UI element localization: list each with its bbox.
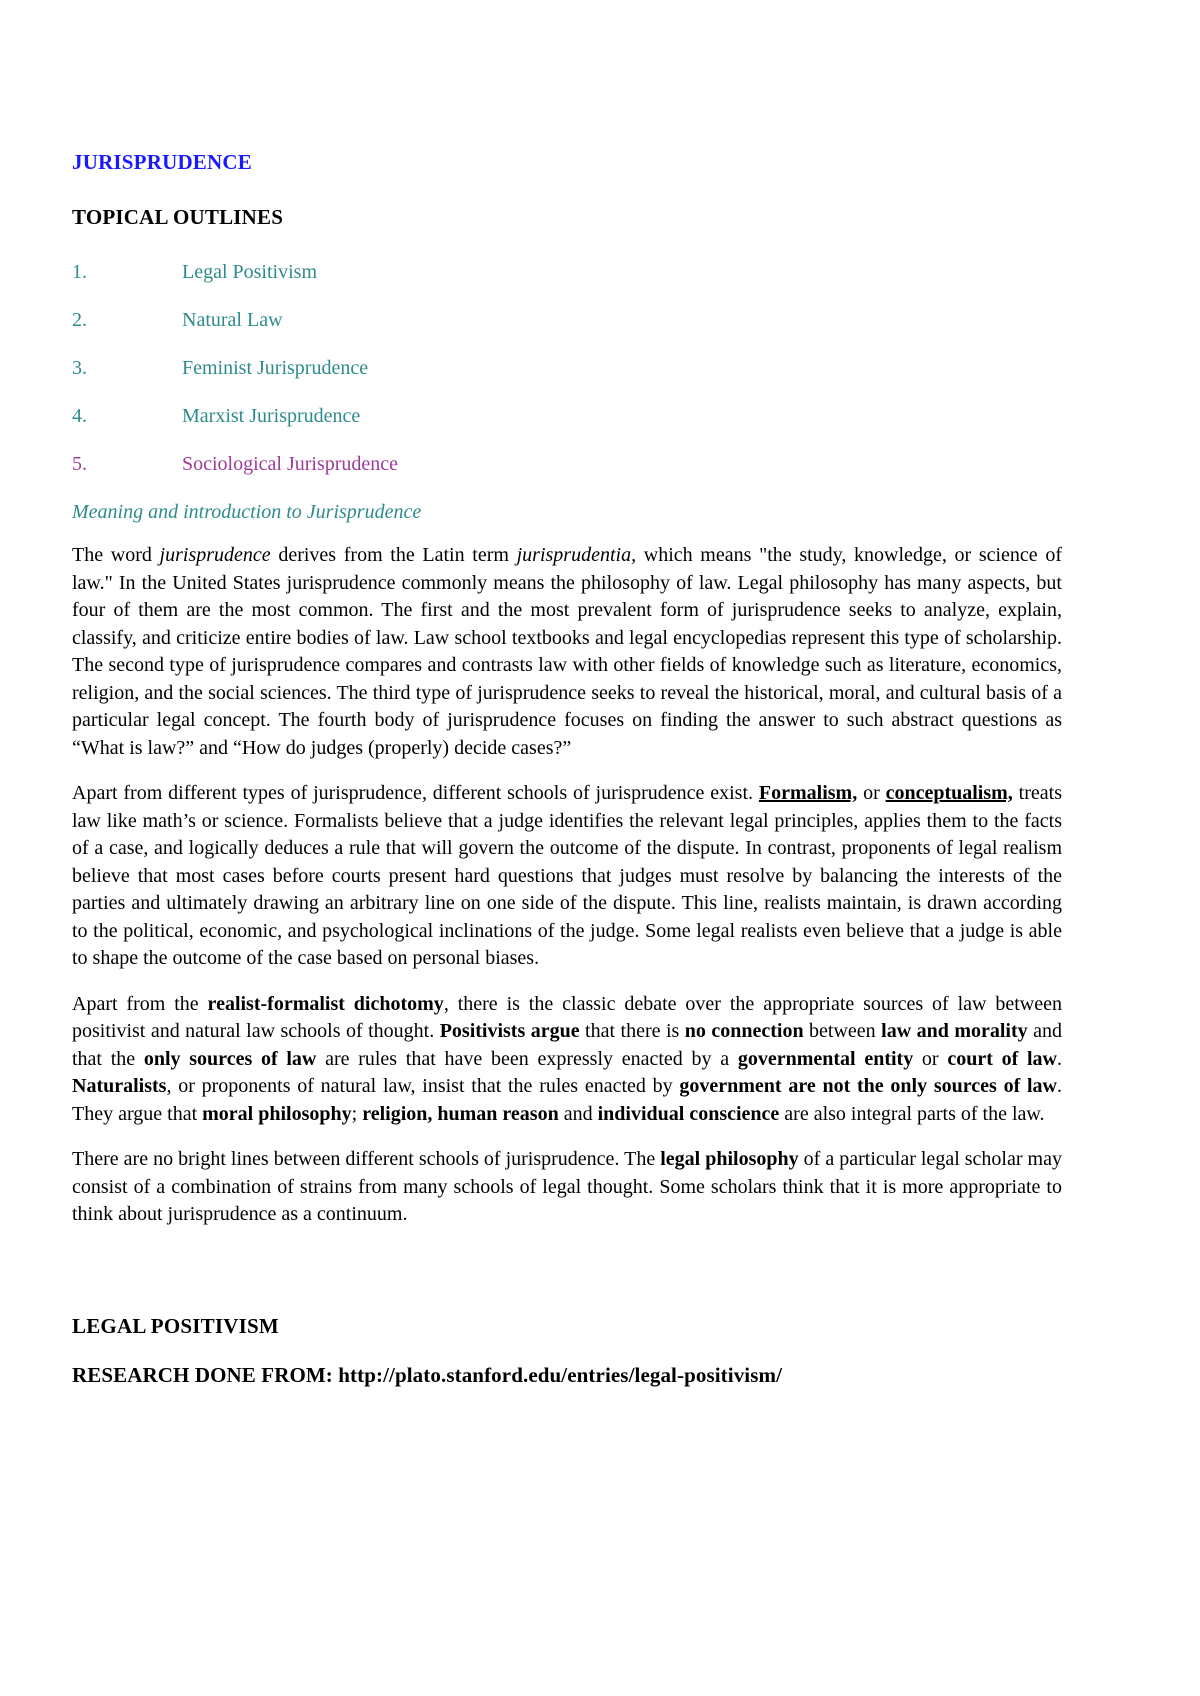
text-run: , there is the classic debate over the appropriate sources of law between positivist and natural law schools of thought.	[72, 992, 1062, 1042]
outline-number: 5.	[72, 453, 87, 475]
text-run: The word	[72, 544, 160, 566]
conceptualism-term: conceptualism,	[885, 782, 1013, 804]
bold-term: individual conscience	[597, 1102, 780, 1125]
text-run: between	[803, 1020, 882, 1042]
text-run: , or proponents of natural law, insist that the rules enacted by	[166, 1075, 680, 1097]
bold-term: law and morality	[881, 1020, 1028, 1042]
text-run: or	[913, 1047, 948, 1070]
text-run: derives from the Latin term	[270, 544, 517, 566]
topical-outlines-heading: TOPICAL OUTLINES	[72, 205, 284, 229]
outline-number: 1.	[72, 261, 87, 283]
bold-term: governmental entity	[737, 1047, 914, 1070]
outline-label: Marxist Jurisprudence	[182, 405, 361, 427]
text-run: are also integral parts of the law.	[779, 1102, 1045, 1125]
text-run: are rules that have been expressly enacted by a	[316, 1047, 738, 1070]
paragraph-positivism-naturalism	[72, 991, 1062, 1129]
outline-item-feminist-jurisprudence[interactable]	[72, 356, 1062, 404]
text-run: Apart from different types of jurisprudence, different schools of jurisprudence exist.	[72, 782, 759, 804]
bold-term: Naturalists	[72, 1075, 167, 1097]
bold-term: government are not the only sources of law	[679, 1075, 1057, 1097]
outline-item-marxist-jurisprudence[interactable]	[72, 404, 1062, 452]
text-run: of a particular legal scholar may consist of a combination of strains from many schools of legal thought. Some scholars think that it is more appropriate to think about jurisprudence as a continuum.	[72, 1148, 1062, 1225]
bold-term: legal philosophy	[660, 1148, 799, 1170]
text-run: .	[1056, 1047, 1062, 1070]
text-run: and that the	[72, 1020, 1063, 1070]
bold-term: court of law	[947, 1047, 1057, 1070]
research-source-line	[72, 1363, 1062, 1388]
document-page	[72, 150, 1062, 1409]
research-source-link[interactable]: http://plato.stanford.edu/entries/legal-positivism/	[338, 1362, 783, 1387]
text-run: and	[558, 1102, 598, 1125]
outline-label: Feminist Jurisprudence	[182, 357, 369, 379]
outline-item-legal-positivism[interactable]	[72, 260, 1062, 308]
outline-label: Sociological Jurisprudence	[182, 453, 399, 475]
bold-term: realist-formalist dichotomy	[207, 992, 444, 1015]
bold-term: religion, human reason	[362, 1102, 559, 1125]
text-run: There are no bright lines between different schools of jurisprudence. The	[72, 1148, 661, 1170]
legal-positivism-heading: LEGAL POSITIVISM	[72, 1313, 279, 1338]
outline-number: 3.	[72, 357, 87, 379]
paragraph-continuum	[72, 1146, 1062, 1229]
topical-outline-list	[72, 260, 1062, 500]
outline-number: 4.	[72, 405, 87, 427]
latin-term-english: jurisprudence	[159, 544, 271, 566]
outline-label: Legal Positivism	[182, 261, 317, 283]
intro-heading: Meaning and introduction to Jurisprudence	[72, 501, 422, 523]
text-run: Apart from the	[72, 992, 208, 1015]
bold-term: only sources of law	[143, 1047, 317, 1070]
outline-label: Natural Law	[182, 309, 283, 331]
outline-number: 2.	[72, 309, 87, 331]
bold-term: no connection	[684, 1020, 804, 1042]
paragraph-meaning	[72, 542, 1062, 762]
text-run: or	[857, 782, 886, 804]
text-run: treats law like math’s or science. Formalists believe that a judge identifies the relevant legal principles, applies them to the facts of a case, and logically deduces a rule that will govern the outcome of the dispute. In contrast, proponents of legal realism believe that most cases before courts present hard questions that judges must resolve by balancing the interests of the parties and ultimately drawing an arbitrary line on one side of the dispute. This line, realists maintain, is drawn according to the political, economic, and psychological inclinations of the judge. Some legal realists even believe that a judge is able to shape the outcome of the case based on personal biases.	[72, 782, 1062, 969]
formalism-term: Formalism,	[758, 782, 858, 804]
text-run: which means "the study, knowledge, or science of law." In the United States jurisprudence commonly means the philosophy of law. Legal philosophy has many aspects, but four of them are the most common. The first and the most prevalent form of jurisprudence seeks to analyze, explain, classify, and criticize entire bodies of law. Law school textbooks and legal encyclopedias represent this type of scholarship. The second type of jurisprudence compares and contrasts law with other fields of knowledge such as literature, economics, religion, and the social sciences. The third type of jurisprudence seeks to reveal the historical, moral, and cultural basis of a particular legal concept. The fourth body of jurisprudence focuses on finding the answer to such abstract questions as “What is law?” and “How do judges (properly) decide cases?”	[72, 544, 1063, 759]
bold-term: moral philosophy	[202, 1102, 352, 1125]
paragraph-schools	[72, 780, 1062, 973]
document-title: JURISPRUDENCE	[72, 150, 252, 174]
text-run: . They argue that	[72, 1075, 1062, 1125]
latin-term: jurisprudentia,	[516, 544, 637, 566]
text-run: ;	[351, 1102, 363, 1125]
research-label: RESEARCH DONE FROM:	[72, 1362, 333, 1387]
text-run: that there is	[579, 1020, 685, 1042]
outline-item-natural-law[interactable]	[72, 308, 1062, 356]
bold-term: Positivists argue	[439, 1020, 580, 1042]
outline-item-sociological-jurisprudence[interactable]	[72, 452, 1062, 500]
